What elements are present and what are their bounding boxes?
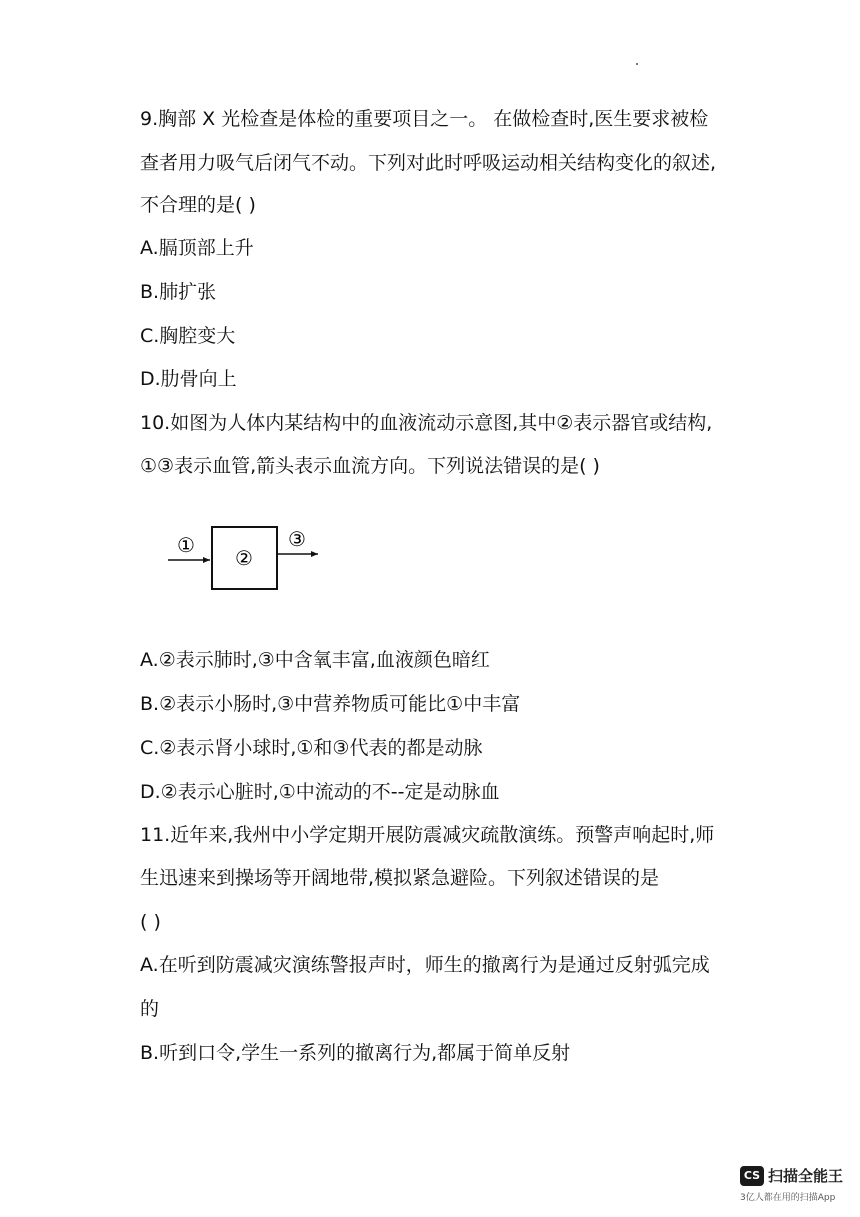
q11-stem-line-2: 生迅速来到操场等开阔地带,模拟紧急避险。下列叙述错误的是: [140, 867, 660, 889]
camscanner-logo-icon: CS: [740, 1166, 764, 1186]
q9-option-b: B.肺扩张: [140, 281, 217, 303]
q9-stem-line-3: 不合理的是( ): [140, 194, 256, 216]
organ-label-2: ②: [235, 546, 253, 570]
q11-stem-line-3: ( ): [140, 911, 161, 933]
q9-option-c: C.胸腔变大: [140, 325, 236, 347]
blood-flow-diagram: [160, 520, 340, 600]
q9-option-a: A.膈顶部上升: [140, 237, 254, 259]
q11-option-b: B.听到口令,学生一系列的撤离行为,都属于简单反射: [140, 1042, 571, 1064]
watermark-app-name: 扫描全能王: [768, 1167, 844, 1185]
watermark-tagline: 3亿人都在用的扫描App: [740, 1193, 836, 1203]
vessel-label-3: ③: [288, 527, 306, 551]
q9-stem-line-2: 查者用力吸气后闭气不动。下列对此时呼吸运动相关结构变化的叙述,: [140, 152, 717, 174]
vessel-label-1: ①: [177, 533, 195, 557]
q11-stem-line-1: 11.近年来,我州中小学定期开展防震减灾疏散演练。预警声响起时,师: [140, 824, 715, 846]
q10-option-a: A.②表示肺时,③中含氧丰富,血液颜色暗红: [140, 649, 490, 671]
q10-stem-line-2: ①③表示血管,箭头表示血流方向。下列说法错误的是( ): [140, 455, 600, 477]
q11-option-a-line-2: 的: [140, 998, 160, 1020]
q10-option-d: D.②表示心脏时,①中流动的不--定是动脉血: [140, 781, 500, 803]
scan-speck: [636, 63, 638, 65]
q10-option-c: C.②表示肾小球时,①和③代表的都是动脉: [140, 737, 483, 759]
q10-option-b: B.②表示小肠时,③中营养物质可能比①中丰富: [140, 693, 521, 715]
q11-option-a-line-1: A.在听到防震减灾演练警报声时，师生的撤离行为是通过反射弧完成: [140, 954, 710, 976]
q10-stem-line-1: 10.如图为人体内某结构中的血液流动示意图,其中②表示器官或结构,: [140, 412, 713, 434]
q9-option-d: D.肋骨向上: [140, 368, 237, 390]
q9-stem-line-1: 9.胸部 X 光检查是体检的重要项目之一。 在做检查时,医生要求被检: [140, 108, 709, 130]
